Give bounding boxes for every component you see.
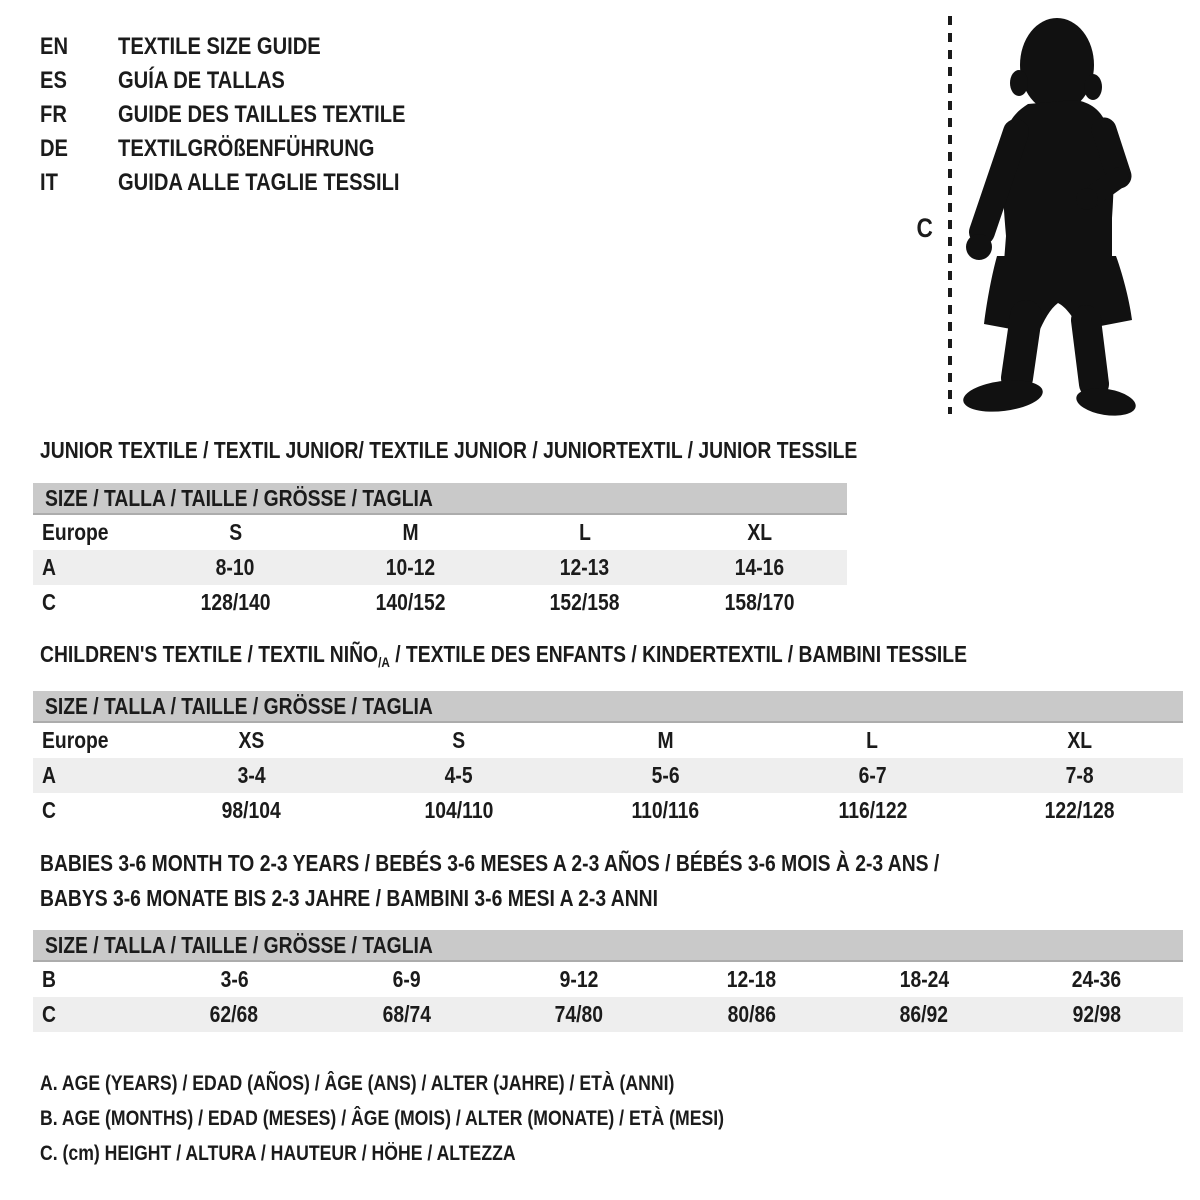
row-label: A [42,554,56,580]
language-code: EN [40,33,69,60]
height-cell: 104/110 [424,797,493,823]
language-code: DE [40,135,69,162]
language-row-es [40,64,460,98]
children-row-europe [33,723,1183,758]
language-code: FR [40,101,67,128]
age-cell: 5-6 [651,762,680,788]
size-cell: M [402,519,419,545]
height-cell: 68/74 [382,1001,431,1027]
months-cell: 3-6 [220,966,249,992]
row-label: C [42,589,56,615]
height-cell: 110/116 [631,797,700,823]
height-cell: 140/152 [375,589,446,615]
age-cell: 10-12 [385,554,435,580]
language-code: ES [40,67,67,94]
row-label: C [42,1001,56,1027]
guide-title-de: TEXTILGRÖßENFÜHRUNG [118,135,375,162]
height-cell: 152/158 [549,589,620,615]
junior-section-title: JUNIOR TEXTILE / TEXTIL JUNIOR/ TEXTILE JUNIOR / JUNIORTEXTIL / JUNIOR TESSILE [40,437,858,463]
toddler-silhouette-figure [900,8,1150,420]
height-cell: 98/104 [221,797,282,823]
language-title-list [40,30,460,200]
guide-title-fr: GUIDE DES TAILLES TEXTILE [118,101,406,128]
babies-size-header-bar: SIZE / TALLA / TAILLE / GRÖSSE / TAGLIA [33,930,1183,962]
height-measure-label: C [916,213,934,243]
age-cell: 8-10 [216,554,255,580]
height-cell: 80/86 [727,1001,776,1027]
row-label: Europe [42,519,109,545]
legend-height-cm: C. (cm) HEIGHT / ALTURA / HAUTEUR / HÖHE / ALTEZZA [40,1142,516,1165]
age-cell: 3-4 [237,762,266,788]
height-cell: 86/92 [900,1001,949,1027]
size-cell: XL [747,519,772,545]
legend-age-months: B. AGE (MONTHS) / EDAD (MESES) / ÂGE (MOIS) / ALTER (MONATE) / ETÀ (MESI) [40,1107,725,1130]
language-code: IT [40,169,58,196]
months-cell: 12-18 [727,966,777,992]
months-cell: 18-24 [899,966,949,992]
height-cell: 62/68 [210,1001,259,1027]
row-label: Europe [42,727,109,753]
toddler-silhouette [961,18,1137,420]
language-row-fr [40,98,460,132]
age-cell: 6-7 [858,762,887,788]
language-row-de [40,132,460,166]
guide-title-es: GUÍA DE TALLAS [118,67,285,94]
size-cell: S [228,519,242,545]
height-cell: 122/128 [1044,797,1115,823]
months-cell: 24-36 [1072,966,1122,992]
children-row-height [33,793,1183,828]
size-cell: L [578,519,591,545]
height-cell: 128/140 [200,589,271,615]
height-cell: 74/80 [555,1001,604,1027]
legend-age-years: A. AGE (YEARS) / EDAD (AÑOS) / ÂGE (ANS) / ALTER (JAHRE) / ETÀ (ANNI) [40,1072,675,1095]
children-section-title: CHILDREN'S TEXTILE / TEXTIL $NIÑO_{/A}$ / TEXTILE DES ENFANTS / KINDERTEXTIL / BAMBINI TESSILE [40,641,967,670]
age-cell: 7-8 [1065,762,1094,788]
language-row-it [40,166,460,200]
junior-row-age [33,550,847,585]
age-cell: 12-13 [560,554,610,580]
size-cell: XL [1067,727,1092,753]
guide-title-en: TEXTILE SIZE GUIDE [118,33,321,60]
height-cell: 158/170 [724,589,795,615]
size-cell: S [452,727,465,753]
size-cell: L [866,727,879,753]
row-label: C [42,797,56,823]
months-cell: 9-12 [559,966,599,992]
language-row-en [40,30,460,64]
junior-row-europe [33,515,847,550]
age-cell: 4-5 [444,762,473,788]
months-cell: 6-9 [392,966,421,992]
age-cell: 14-16 [734,554,785,580]
junior-row-height [33,585,847,620]
babies-section-title: BABIES 3-6 MONTH TO 2-3 YEARS / BEBÉS 3-6 MESES A 2-3 AÑOS / BÉBÉS 3-6 MOIS À 2-3 ANS / BABYS 3-6 MONATE BIS 2-3 JAHRE / BAMBINI 3-6 MESI A 2-3 ANNI [40,850,940,911]
babies-row-months [33,962,1183,997]
children-size-header-bar: SIZE / TALLA / TAILLE / GRÖSSE / TAGLIA [33,691,1183,723]
height-cell: 116/122 [838,797,907,823]
children-row-age [33,758,1183,793]
junior-size-header-bar: SIZE / TALLA / TAILLE / GRÖSSE / TAGLIA [33,483,847,515]
babies-row-height [33,997,1183,1032]
row-label: B [42,966,56,992]
size-cell: XS [238,727,265,753]
size-cell: M [657,727,674,753]
height-cell: 92/98 [1072,1001,1121,1027]
guide-title-it: GUIDA ALLE TAGLIE TESSILI [118,169,400,196]
row-label: A [42,762,56,788]
nino-a-subscript: /A [378,654,390,670]
